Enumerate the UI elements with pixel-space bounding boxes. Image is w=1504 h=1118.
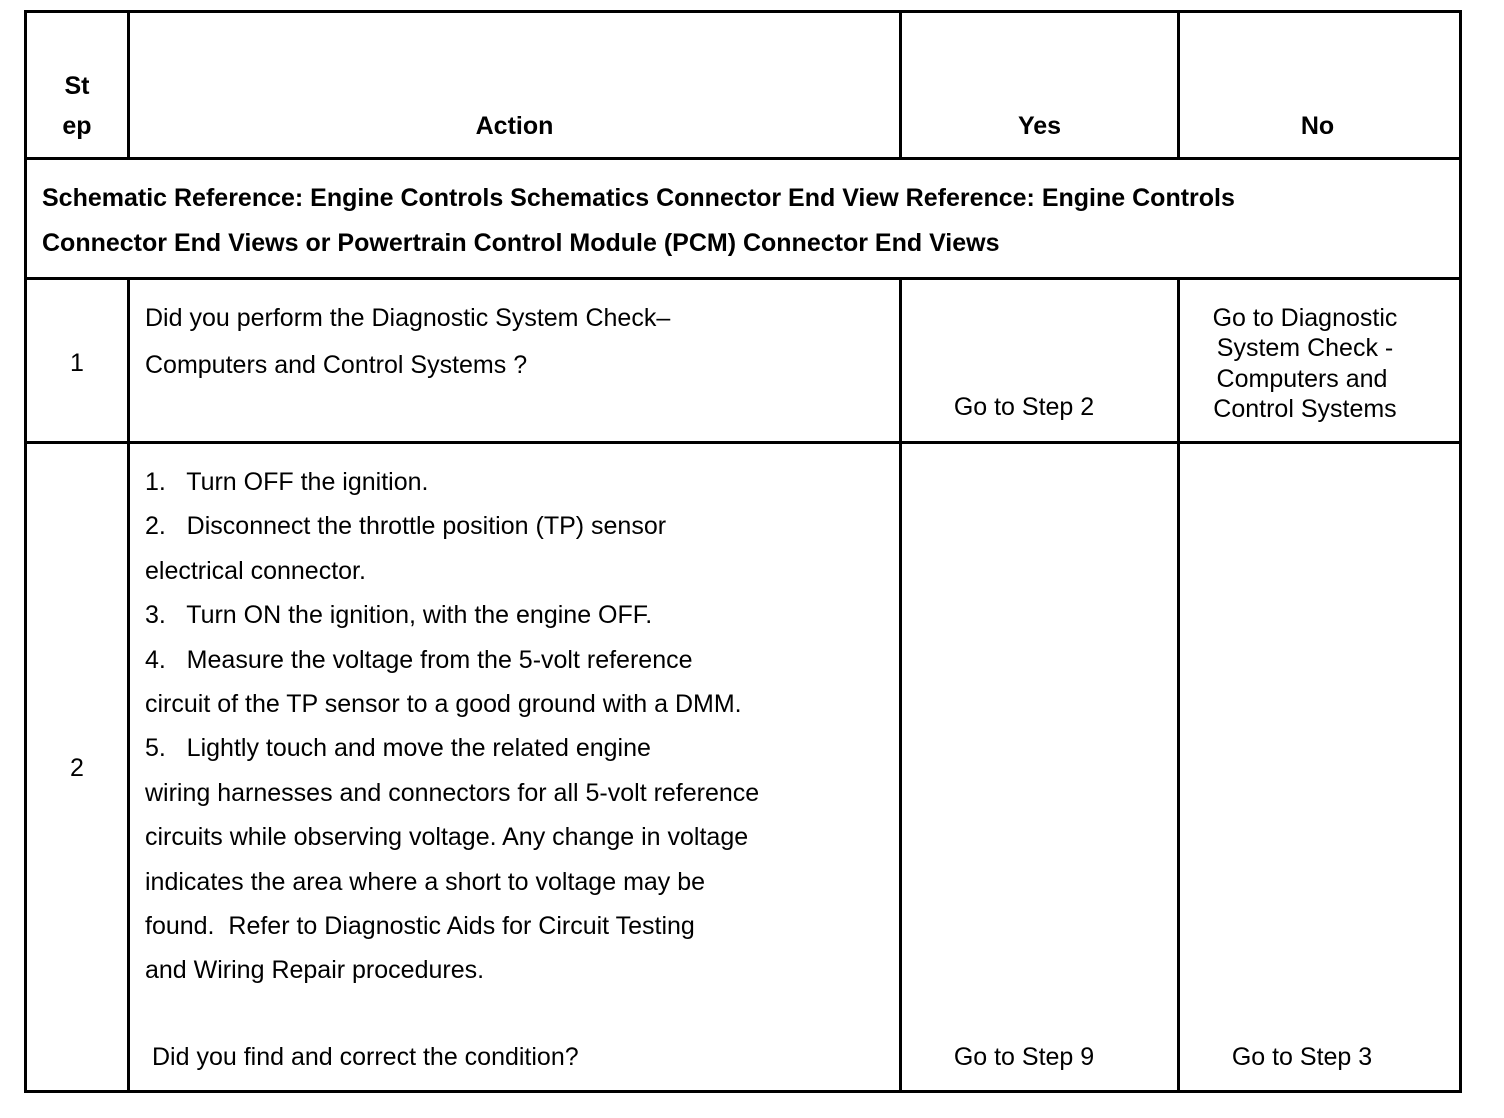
row2-question: Did you find and correct the condition? [152, 1043, 579, 1071]
row2-step: 2 [70, 754, 84, 782]
row1-no-line-1: Go to Diagnostic [1212, 304, 1398, 332]
row1-action-line-2: Computers and Control Systems ? [145, 351, 528, 379]
row2-action-line-9: circuits while observing voltage. Any change in voltage [145, 823, 749, 851]
row1-step: 1 [70, 349, 84, 377]
row2-yes: Go to Step 9 [953, 1043, 1095, 1071]
row2-action-line-7: 5. Lightly touch and move the related engine [145, 734, 651, 762]
row2-no: Go to Step 3 [1231, 1043, 1373, 1071]
row1-divider [27, 441, 1459, 444]
row2-action-line-3: electrical connector. [145, 557, 366, 585]
row2-action-line-8: wiring harnesses and connectors for all 5-volt reference [145, 779, 760, 807]
row1-no-line-4: Control Systems [1213, 395, 1397, 423]
row2-action-line-2: 2. Disconnect the throttle position (TP) sensor [145, 512, 667, 540]
header-no: No [1300, 112, 1335, 140]
row2-action-line-12: and Wiring Repair procedures. [145, 956, 485, 984]
row1-yes: Go to Step 2 [953, 393, 1095, 421]
reference-line-2: Connector End Views or Powertrain Control Module (PCM) Connector End Views [42, 229, 1000, 257]
row2-action-line-11: found. Refer to Diagnostic Aids for Circuit Testing [145, 912, 695, 940]
diagnostic-table [24, 10, 1462, 1093]
reference-divider [27, 277, 1459, 280]
row2-action-line-4: 3. Turn ON the ignition, with the engine OFF. [145, 601, 653, 629]
header-yes: Yes [1017, 112, 1062, 140]
header-step-line1: St [64, 72, 90, 100]
header-action: Action [475, 112, 554, 140]
row1-action-line-1: Did you perform the Diagnostic System Check– [145, 304, 671, 332]
row2-action-line-1: 1. Turn OFF the ignition. [145, 468, 429, 496]
header-step-line2: ep [62, 112, 92, 140]
row1-no-line-2: System Check - [1216, 334, 1394, 362]
reference-line-1: Schematic Reference: Engine Controls Schematics Connector End View Reference: Engine Controls [42, 184, 1235, 212]
row2-action-line-10: indicates the area where a short to voltage may be [145, 868, 706, 896]
row2-action-line-6: circuit of the TP sensor to a good ground with a DMM. [145, 690, 742, 718]
row2-action-line-5: 4. Measure the voltage from the 5-volt reference [145, 646, 693, 674]
header-divider [27, 157, 1459, 160]
column-divider [127, 277, 130, 1090]
row1-no-line-3: Computers and [1216, 365, 1388, 393]
